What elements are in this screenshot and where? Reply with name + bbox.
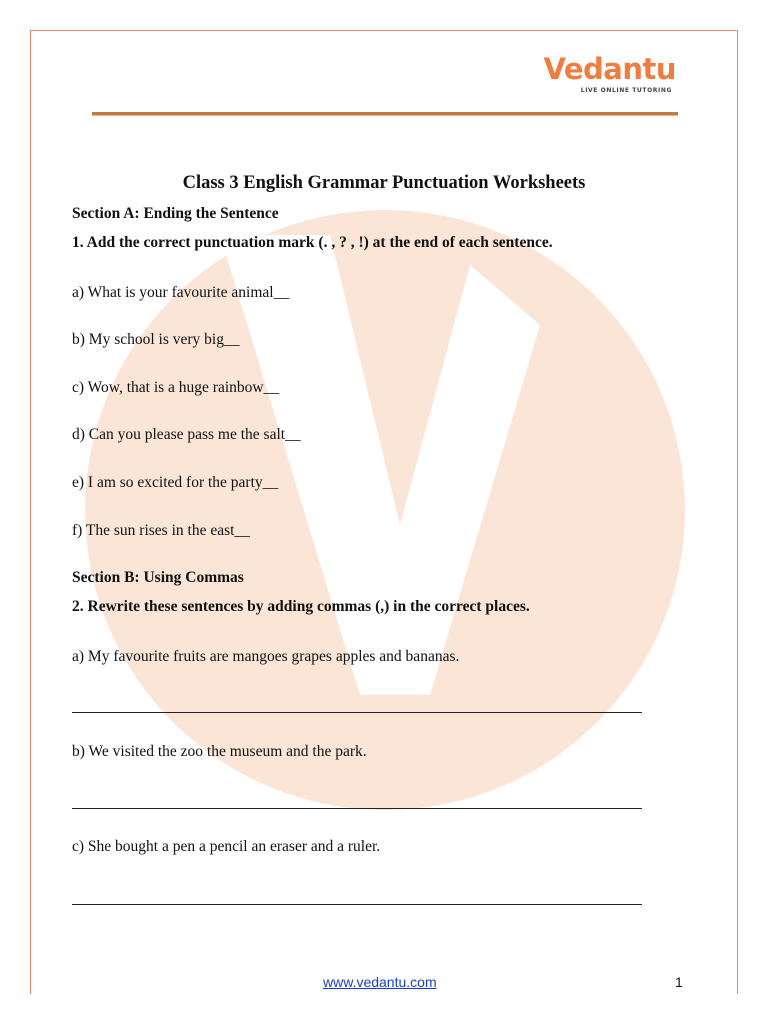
logo-wordmark: Vedantu <box>543 52 676 86</box>
answer-line[interactable] <box>72 712 642 713</box>
section-a-item: e) I am so excited for the party__ <box>72 474 279 491</box>
answer-line[interactable] <box>72 808 642 809</box>
page-title: Class 3 English Grammar Punctuation Worksheets <box>182 173 586 193</box>
section-a-item: f) The sun rises in the east__ <box>72 522 250 539</box>
section-b-item: a) My favourite fruits are mangoes grapes apples and bananas. <box>72 648 460 665</box>
section-b-heading: Section B: Using Commas <box>72 569 244 586</box>
header-divider <box>92 112 678 116</box>
answer-line[interactable] <box>72 904 642 905</box>
section-a-item: a) What is your favourite animal__ <box>72 284 290 301</box>
section-a-heading: Section A: Ending the Sentence <box>72 205 279 222</box>
section-a-item: d) Can you please pass me the salt__ <box>72 426 301 443</box>
logo-tagline: LIVE ONLINE TUTORING <box>580 87 672 94</box>
page-number: 1 <box>675 974 683 990</box>
vedantu-logo <box>506 52 676 98</box>
section-b-item: c) She bought a pen a pencil an eraser and a ruler. <box>72 838 381 855</box>
section-a-item: c) Wow, that is a huge rainbow__ <box>72 379 280 396</box>
footer-website-link[interactable]: www.vedantu.com <box>323 974 437 990</box>
section-a-question: 1. Add the correct punctuation mark (. , ? , !) at the end of each sentence. <box>72 234 553 251</box>
section-b-item: b) We visited the zoo the museum and the park. <box>72 743 367 760</box>
section-b-question: 2. Rewrite these sentences by adding commas (,) in the correct places. <box>72 598 530 615</box>
section-a-item: b) My school is very big__ <box>72 331 240 348</box>
